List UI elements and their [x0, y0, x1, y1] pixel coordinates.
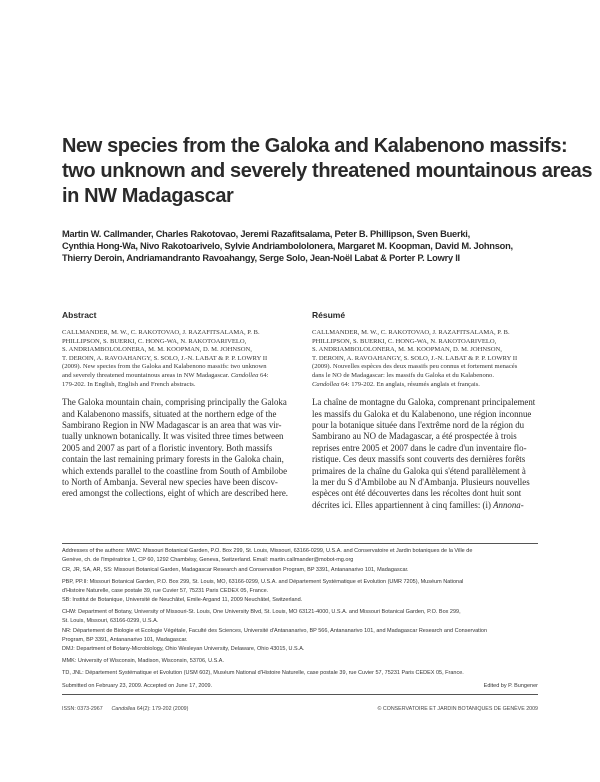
author-line: Cynthia Hong-Wa, Nivo Rakotoarivelo, Sylvie Andriambololonera, Margaret M. Koopman, David M. Johnson,	[62, 241, 513, 251]
body-line: ristique. Ces deux massifs sont couverts des dernières forêts	[312, 454, 526, 465]
address-block	[62, 566, 542, 575]
genus-name: Annona-	[493, 499, 524, 510]
body-line: pour la botanique située dans l'extrême nord de la région du	[312, 419, 525, 430]
resume-body	[312, 397, 548, 511]
body-line: and Kalabenono massifs, situated at the northern edge of the	[62, 408, 277, 419]
citation-line: T. DEROIN, A. RAVOAHANGY, S. SOLO, J.-N. LABAT & P. P. LOWRY II	[312, 354, 518, 362]
journal-name: Candollea	[312, 380, 340, 388]
address-block	[62, 596, 542, 605]
body-line: Sambirano au NO de Madagascar, a été prospectée à trois	[312, 431, 517, 442]
body-line: la mer du S d'Ambilobe au N d'Ambanja. Plusieurs nouvelles	[312, 477, 530, 487]
title-line: in NW Madagascar	[62, 185, 234, 207]
title-line: two unknown and severely threatened mountainous areas	[62, 160, 593, 182]
body-line: ered amongst the collections, eight of which are described here.	[62, 488, 288, 499]
address-line: PBP, PP.II: Missouri Botanical Garden, P.O. Box 299, St. Louis, MO, 63166-0299, U.S.A. and Département Systématique et Evolution (UMR 7205), Muséum National	[62, 579, 464, 585]
address-line: SB: Institut de Botanique, Université de Neuchâtel, Emile-Argand 11, 2009 Neuchâtel, Switzerland.	[62, 597, 303, 603]
address-line: St. Louis, Missouri, 63166-0299, U.S.A.	[62, 617, 159, 624]
address-line: Addresses of the authors: MWC: Missouri Botanical Garden, P.O. Box 299, St. Louis, Missouri, 63166-0299, U.S.A. and Conservatoire et Jardin botaniques de la Ville de	[62, 548, 473, 554]
body-text: décrites ici. Elles appartiennent à cinq familles: (i)	[312, 499, 491, 510]
address-block	[62, 669, 542, 678]
abstract-citation	[62, 329, 298, 389]
address-line: MMK: University of Wisconsin, Madison, Wisconsin, 53706, U.S.A.	[62, 658, 224, 664]
address-block	[62, 608, 542, 625]
address-block	[62, 657, 542, 666]
body-line: reprises entre 2005 et 2007 dans le cadre d'un inventaire flo-	[312, 442, 527, 453]
citation-line	[312, 381, 548, 390]
footer-divider	[62, 694, 538, 695]
resume-heading: Résumé	[312, 310, 346, 320]
address-line: Genève, ch. de l'Impératrice 1, CP 60, 1292 Chambésy, Geneva, Switzerland. Email: martin.callmander@mobot-mg.org	[62, 556, 354, 563]
address-line: Program, BP 3391, Antananarivo 101, Madagascar.	[62, 636, 188, 643]
citation-line: CALLMANDER, M. W., C. RAKOTOVAO, J. RAZAFITSALAMA, P. B.	[312, 329, 510, 336]
body-line: tually unknown botanically. It was visited three times between	[62, 431, 284, 442]
body-line: contain the last remaining primary forests in the Galoka chain,	[62, 454, 284, 465]
title-line: New species from the Galoka and Kalabenono massifs:	[62, 135, 568, 157]
address-line: DMJ: Department of Botany-Microbiology, Ohio Wesleyan University, Delaware, Ohio 43015, U.S.A.	[62, 646, 305, 652]
body-line: The Galoka mountain chain, comprising principally the Galoka	[62, 397, 287, 408]
body-line	[312, 500, 548, 511]
citation-line: S. ANDRIAMBOLOLONERA, M. M. KOOPMAN, D. M. JOHNSON,	[62, 346, 252, 354]
author-line: Thierry Deroin, Andriamandranto Ravoahangy, Serge Solo, Jean-Noël Labat & Porter P. Lowry II	[62, 253, 460, 263]
citation-line: T. DEROIN, A. RAVOAHANGY, S. SOLO, J.-N. LABAT & P. P. LOWRY II	[62, 354, 268, 362]
body-line: to North of Ambanja. Several new species have been discov-	[62, 477, 278, 487]
journal-name: Candollea	[111, 706, 136, 712]
citation-line: (2009). Nouvelles espèces des deux massifs peu connus et fortement menacés	[312, 363, 518, 371]
address-line: NR: Département de Biologie et Ecologie Végétale, Faculté des Sciences, Université d'Antananarivo, BP 566, Antananarivo 101, and Madagascar Research and Conservation	[62, 628, 488, 634]
address-line: CR, JR, SA, AR, SS: Missouri Botanical Garden, Madagascar Research and Conservation Program, BP 3391, Antananarivo 101, Madagascar.	[62, 567, 409, 573]
citation-line: CALLMANDER, M. W., C. RAKOTOVAO, J. RAZAFITSALAMA, P. B.	[62, 329, 260, 336]
article-title	[62, 134, 593, 209]
citation-line: 179-202. In English, English and French abstracts.	[62, 380, 196, 388]
edited-by: Edited by P. Bungener	[483, 683, 538, 689]
body-line: espèces ont été découvertes dans les récoltes dont huit sont	[312, 488, 522, 499]
citation-text: 64: 179-202. En anglais, résumés anglais et français.	[339, 380, 480, 388]
body-line: 2005 and 2007 as part of a floristic inventory. Both massifs	[62, 442, 273, 453]
address-block	[62, 547, 542, 564]
journal-issue: 64(2): 179-202 (2009)	[135, 706, 189, 712]
body-line: which extends parallel to the coastline from South of Ambilobe	[62, 465, 288, 476]
body-line: La chaîne de montagne du Galoka, comprenant principalement	[312, 397, 536, 408]
issn: ISSN: 0373-2967	[62, 706, 103, 712]
body-line: primaires de la chaîne du Galoka qui s'étend parallèlement à	[312, 465, 526, 476]
body-line: Sambirano Region in NW Madagascar is an area that was vir-	[62, 419, 282, 430]
journal-reference	[62, 706, 188, 712]
citation-line	[62, 372, 298, 381]
footnote-divider	[62, 543, 538, 544]
author-line: Martin W. Callmander, Charles Rakotovao, Jeremi Razafitsalama, Peter B. Phillipson, Sven Buerki,	[62, 229, 470, 239]
resume-column	[312, 310, 548, 511]
citation-line: S. ANDRIAMBOLOLONERA, M. M. KOOPMAN, D. M. JOHNSON,	[312, 346, 502, 354]
author-list	[62, 228, 562, 264]
submitted-text: Submitted on February 23, 2009. Accepted on June 17, 2009.	[62, 683, 213, 689]
journal-name: Candollea	[230, 371, 259, 379]
address-line: CHW: Department of Botany, University of Missouri-St. Louis, One University Blvd, St. Louis, MO 63121-4000, U.S.A. and Missouri Botanical Garden, P.O. Box 299,	[62, 609, 461, 615]
address-block	[62, 578, 542, 595]
address-block	[62, 627, 542, 644]
resume-citation	[312, 329, 548, 389]
citation-line: dans le NO de Madagascar: les massifs du Galoka et du Kalabenono.	[312, 371, 495, 379]
address-block	[62, 645, 542, 654]
citation-text: and severely threatened mountainous areas in NW Madagascar.	[62, 371, 230, 379]
copyright: © CONSERVATOIRE ET JARDIN BOTANIQUES DE GENÈVE 2009	[377, 706, 538, 712]
citation-line: (2009). New species from the Galoka and Kalabenono massifs: two unknown	[62, 363, 267, 371]
body-line: les massifs du Galoka et du Kalabenono, une région inconnue	[312, 408, 532, 419]
citation-line: PHILLIPSON, S. BUERKI, C. HONG-WA, N. RAKOTOARIVELO,	[62, 337, 247, 345]
citation-line: PHILLIPSON, S. BUERKI, C. HONG-WA, N. RAKOTOARIVELO,	[312, 337, 497, 345]
journal-volume: 64:	[258, 371, 269, 379]
address-line: d'Histoire Naturelle, case postale 39, rue Cuvier 57, 75231 Paris CEDEX 05, France.	[62, 587, 269, 594]
submission-dates	[62, 683, 538, 689]
abstract-body	[62, 397, 298, 500]
abstract-heading: Abstract	[62, 310, 97, 320]
address-line: TD, JNL: Département Systématique et Evolution (USM 602), Muséum National d'Histoire Naturelle, case postale 39, rue Cuvier 57, 75231 Paris CEDEX 05, France.	[62, 670, 464, 676]
abstract-column	[62, 310, 298, 500]
